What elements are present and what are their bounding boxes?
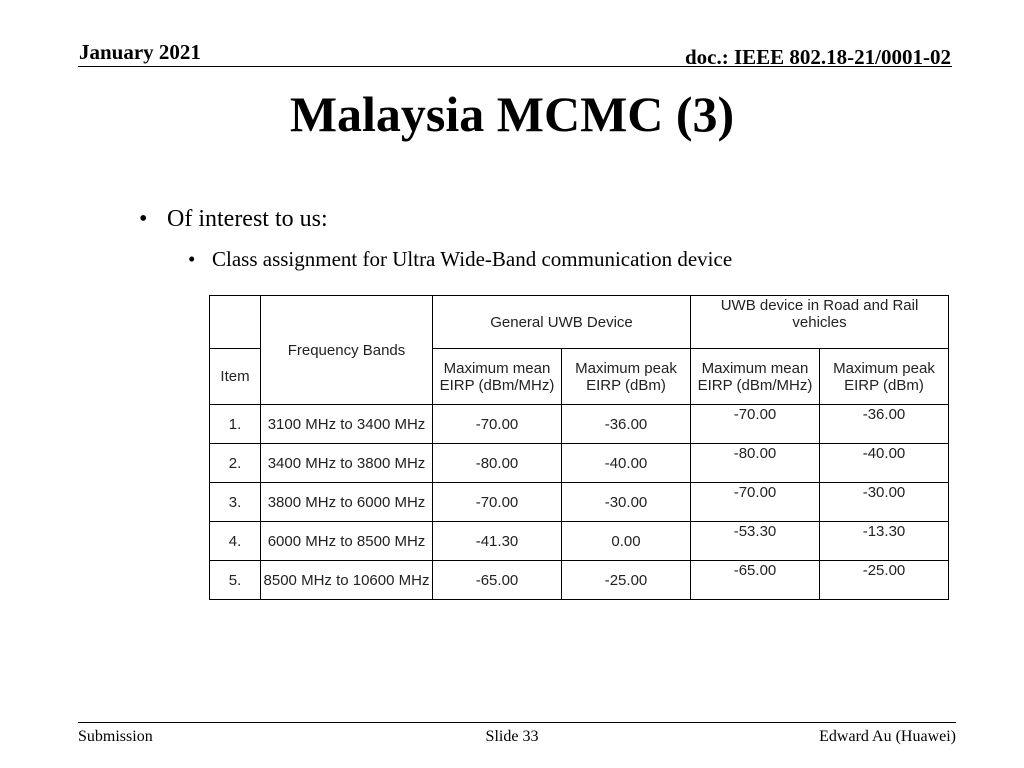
cell-general-peak: -25.00	[562, 561, 691, 600]
header-doc-id: doc.: IEEE 802.18-21/0001-02	[684, 45, 951, 69]
bullet-level2	[188, 245, 732, 273]
bullet-dot-icon: •	[188, 247, 196, 271]
footer-slide-number: Slide 33	[485, 728, 539, 745]
header-date: January 2021	[79, 40, 201, 64]
cell-road-peak: -13.30	[820, 522, 949, 561]
table-corner-cell	[210, 296, 261, 349]
cell-road-mean: -70.00	[691, 405, 820, 444]
table-row	[210, 483, 949, 522]
cell-item: 4.	[210, 522, 261, 561]
bullet-level1	[139, 204, 328, 234]
table-row	[210, 561, 949, 600]
cell-item: 3.	[210, 483, 261, 522]
cell-road-peak: -25.00	[820, 561, 949, 600]
table-row	[210, 522, 949, 561]
cell-road-mean: -80.00	[691, 444, 820, 483]
cell-general-mean: -70.00	[433, 405, 562, 444]
table-header-row	[210, 296, 949, 349]
cell-general-peak: 0.00	[562, 522, 691, 561]
cell-item: 1.	[210, 405, 261, 444]
header-general-uwb-device: General UWB Device	[433, 296, 691, 349]
table-row	[210, 444, 949, 483]
cell-general-mean: -65.00	[433, 561, 562, 600]
uwb-class-assignment-table	[209, 295, 949, 600]
cell-item: 2.	[210, 444, 261, 483]
footer-divider	[78, 722, 956, 723]
header-road-peak-eirp: Maximum peak EIRP (dBm)	[820, 349, 949, 405]
cell-road-peak: -30.00	[820, 483, 949, 522]
slide-title: Malaysia MCMC (3)	[289, 86, 735, 142]
header-general-mean-eirp: Maximum mean EIRP (dBm/MHz)	[433, 349, 562, 405]
footer-submission: Submission	[78, 728, 153, 745]
cell-general-peak: -30.00	[562, 483, 691, 522]
cell-general-peak: -36.00	[562, 405, 691, 444]
cell-frequency-band: 3800 MHz to 6000 MHz	[261, 483, 433, 522]
cell-general-mean: -41.30	[433, 522, 562, 561]
cell-general-mean: -80.00	[433, 444, 562, 483]
cell-road-mean: -53.30	[691, 522, 820, 561]
cell-frequency-band: 3100 MHz to 3400 MHz	[261, 405, 433, 444]
cell-item: 5.	[210, 561, 261, 600]
cell-frequency-band: 6000 MHz to 8500 MHz	[261, 522, 433, 561]
header-road-mean-eirp: Maximum mean EIRP (dBm/MHz)	[691, 349, 820, 405]
header-item: Item	[210, 349, 261, 405]
cell-frequency-band: 8500 MHz to 10600 MHz	[261, 561, 433, 600]
cell-road-peak: -36.00	[820, 405, 949, 444]
header-frequency-bands: Frequency Bands	[261, 296, 433, 405]
cell-road-mean: -65.00	[691, 561, 820, 600]
cell-general-peak: -40.00	[562, 444, 691, 483]
cell-road-peak: -40.00	[820, 444, 949, 483]
cell-road-mean: -70.00	[691, 483, 820, 522]
cell-frequency-band: 3400 MHz to 3800 MHz	[261, 444, 433, 483]
bullet-level1-text: Of interest to us:	[167, 206, 328, 232]
bullet-dot-icon: •	[139, 206, 148, 232]
cell-general-mean: -70.00	[433, 483, 562, 522]
header-road-rail-uwb-device: UWB device in Road and Rail vehicles	[691, 296, 949, 349]
footer-author: Edward Au (Huawei)	[819, 728, 956, 745]
bullet-level2-text: Class assignment for Ultra Wide-Band communication device	[212, 247, 733, 271]
header-divider	[78, 66, 952, 67]
table-row	[210, 405, 949, 444]
header-general-peak-eirp: Maximum peak EIRP (dBm)	[562, 349, 691, 405]
